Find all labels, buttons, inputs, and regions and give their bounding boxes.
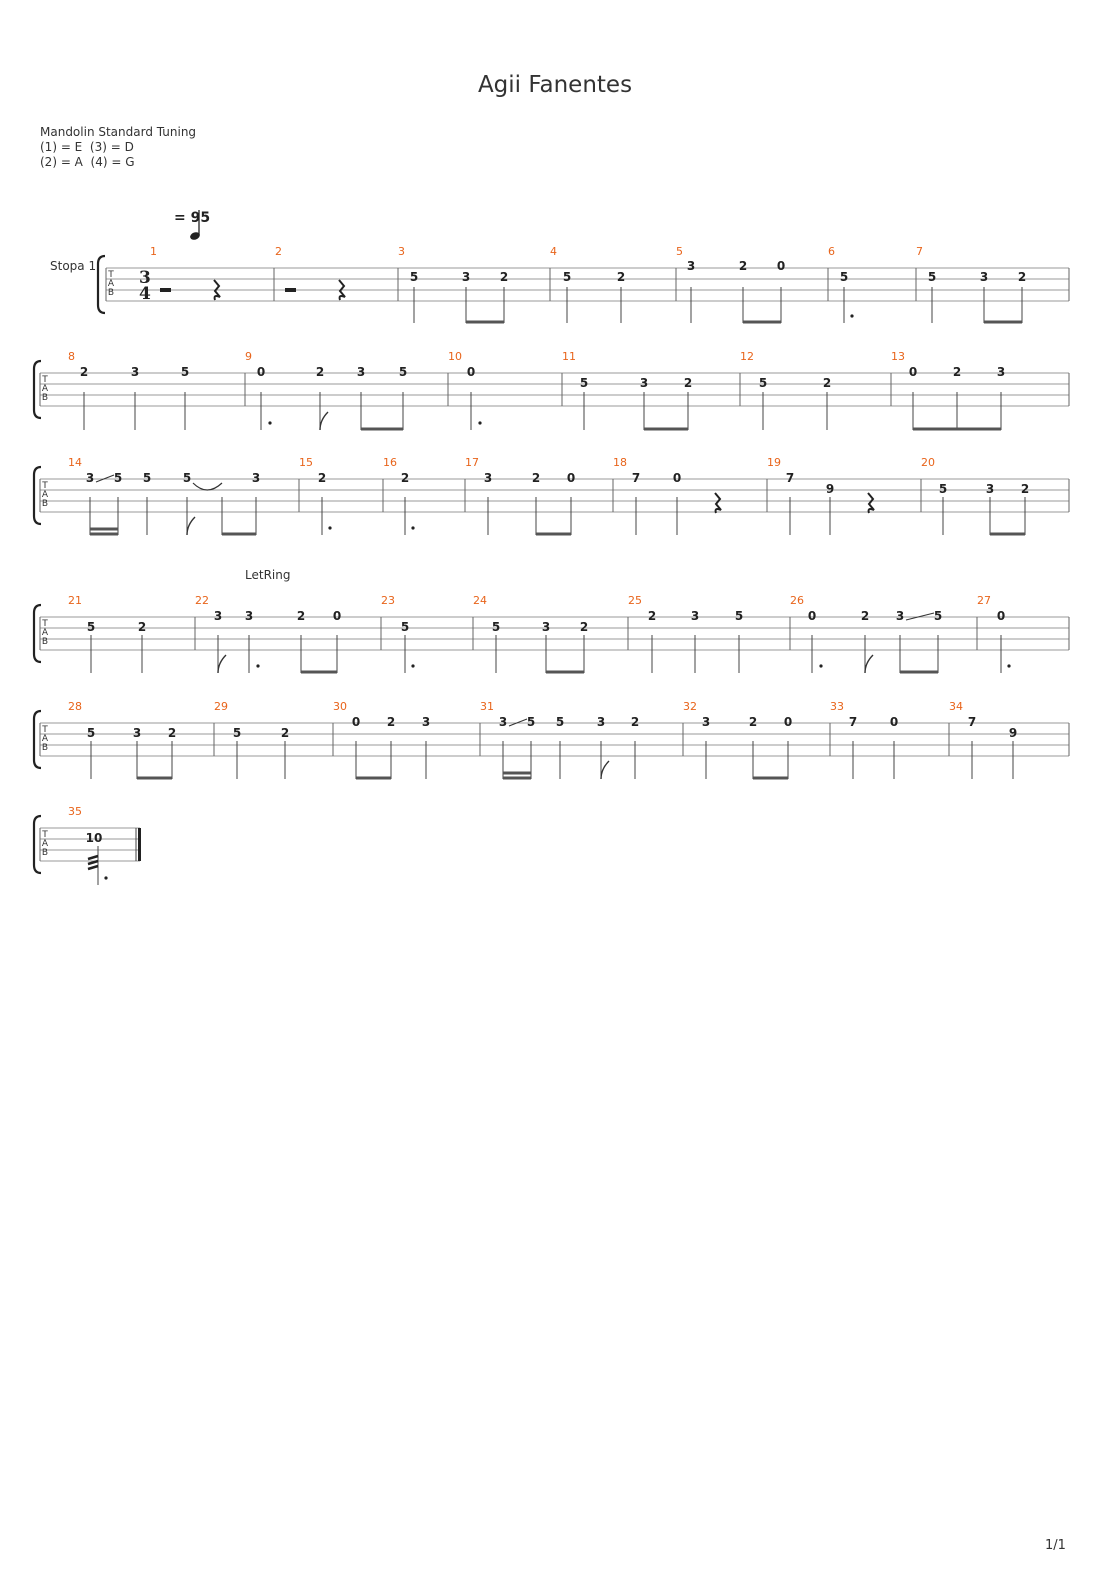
fret-number: 3 — [985, 482, 995, 496]
fret-number: 3 — [701, 715, 711, 729]
dot — [411, 664, 414, 667]
fret-number: 3 — [356, 365, 366, 379]
fret-number: 0 — [256, 365, 266, 379]
note-beam — [984, 321, 1022, 324]
fret-number: 3 — [85, 471, 95, 485]
fret-number: 2 — [499, 270, 509, 284]
measure-number: 26 — [790, 594, 804, 607]
fret-number: 5 — [555, 715, 565, 729]
measure-number: 30 — [333, 700, 347, 713]
fret-number: 5 — [113, 471, 123, 485]
tab-clef-letter: B — [41, 499, 49, 509]
dot — [328, 526, 331, 529]
dot — [1007, 664, 1010, 667]
note-beam — [137, 777, 172, 780]
fret-number: 0 — [332, 609, 342, 623]
note-beam — [90, 528, 118, 531]
note-flag — [218, 655, 226, 673]
note-beam — [990, 533, 1025, 536]
tab-clef-letter: A — [41, 490, 49, 500]
measure-number: 24 — [473, 594, 487, 607]
note-beam — [222, 533, 256, 536]
measure-number: 33 — [830, 700, 844, 713]
measure-number: 25 — [628, 594, 642, 607]
fret-number: 2 — [738, 259, 748, 273]
fret-number: 3 — [996, 365, 1006, 379]
half-rest — [160, 288, 171, 292]
fret-number: 3 — [541, 620, 551, 634]
fret-number: 2 — [822, 376, 832, 390]
fret-number: 3 — [596, 715, 606, 729]
fret-number: 3 — [244, 609, 254, 623]
fret-number: 2 — [137, 620, 147, 634]
fret-number: 5 — [933, 609, 943, 623]
tuning-line-2: (2) = A (4) = G — [40, 155, 135, 169]
track-name: Stopa 1 — [50, 259, 97, 273]
note-beam — [546, 671, 584, 674]
fret-number: 2 — [280, 726, 290, 740]
note-flag — [320, 412, 328, 430]
tab-clef-letter: T — [42, 830, 48, 840]
tuning-name: Mandolin Standard Tuning — [40, 125, 197, 139]
fret-number: 5 — [579, 376, 589, 390]
fret-number: 5 — [526, 715, 536, 729]
note-flag — [187, 517, 195, 535]
fret-number: 5 — [400, 620, 410, 634]
measure-number: 7 — [916, 245, 923, 258]
fret-number: 2 — [860, 609, 870, 623]
measure-number: 31 — [480, 700, 494, 713]
fret-number: 5 — [758, 376, 768, 390]
fret-number: 0 — [776, 259, 786, 273]
fret-number: 0 — [672, 471, 682, 485]
tab-clef-letter: A — [41, 734, 49, 744]
measure-number: 28 — [68, 700, 82, 713]
fret-number: 2 — [1017, 270, 1027, 284]
fret-number: 9 — [825, 482, 835, 496]
quarter-rest — [868, 493, 874, 513]
note-beam — [957, 428, 1001, 431]
tie-arc — [193, 483, 222, 490]
fret-number: 0 — [889, 715, 899, 729]
note-beam — [301, 671, 337, 674]
note-beam — [466, 321, 504, 324]
measure-number: 9 — [245, 350, 252, 363]
tab-clef-letter: A — [41, 628, 49, 638]
tab-clef-letter: B — [41, 848, 49, 858]
fret-number: 2 — [579, 620, 589, 634]
dot — [411, 526, 414, 529]
note-beam — [900, 671, 938, 674]
fret-number: 5 — [180, 365, 190, 379]
score-title: Agii Fanentes — [477, 72, 633, 98]
measure-number: 5 — [676, 245, 683, 258]
note-beam — [90, 533, 118, 536]
fret-number: 0 — [351, 715, 361, 729]
tab-clef-letter: A — [41, 384, 49, 394]
measure-number: 32 — [683, 700, 697, 713]
system-bracket — [98, 256, 105, 313]
measure-number: 2 — [275, 245, 282, 258]
fret-number: 2 — [1020, 482, 1030, 496]
fret-number: 3 — [421, 715, 431, 729]
fret-number: 2 — [400, 471, 410, 485]
fret-number: 7 — [631, 471, 641, 485]
dot — [104, 876, 107, 879]
tab-clef-letter: T — [42, 481, 48, 491]
measure-number: 27 — [977, 594, 991, 607]
fret-number: 5 — [232, 726, 242, 740]
fret-number: 2 — [952, 365, 962, 379]
tab-clef-letter: B — [41, 637, 49, 647]
page-number: 1/1 — [1045, 1538, 1066, 1553]
measure-number: 14 — [68, 456, 82, 469]
tab-clef-letter: T — [108, 270, 114, 280]
note-beam — [644, 428, 688, 431]
fret-number: 0 — [996, 609, 1006, 623]
note-beam — [743, 321, 781, 324]
measure-number: 29 — [214, 700, 228, 713]
measure-number: 19 — [767, 456, 781, 469]
tab-clef-letter: T — [42, 375, 48, 385]
fret-number: 5 — [839, 270, 849, 284]
fret-number: 3 — [979, 270, 989, 284]
measure-number: 22 — [195, 594, 209, 607]
fret-number: 0 — [908, 365, 918, 379]
measure-number: 34 — [949, 700, 963, 713]
note-flag — [865, 655, 873, 673]
note-beam — [356, 777, 391, 780]
measure-number: 6 — [828, 245, 835, 258]
fret-number: 7 — [967, 715, 977, 729]
fret-number: 0 — [566, 471, 576, 485]
dot — [819, 664, 822, 667]
fret-number: 3 — [895, 609, 905, 623]
fret-number: 3 — [251, 471, 261, 485]
note-beam — [361, 428, 403, 431]
fret-number: 2 — [647, 609, 657, 623]
measure-number: 10 — [448, 350, 462, 363]
fret-number: 3 — [461, 270, 471, 284]
fret-number: 3 — [686, 259, 696, 273]
fret-number: 3 — [130, 365, 140, 379]
fret-number: 5 — [142, 471, 152, 485]
measure-number: 35 — [68, 805, 82, 818]
measure-number: 16 — [383, 456, 397, 469]
fret-number: 2 — [386, 715, 396, 729]
time-sig-bottom: 4 — [139, 284, 151, 304]
tab-clef-letter: A — [41, 839, 49, 849]
measure-number: 3 — [398, 245, 405, 258]
measure-number: 21 — [68, 594, 82, 607]
fret-number: 3 — [690, 609, 700, 623]
fret-number: 2 — [630, 715, 640, 729]
fret-number: 3 — [483, 471, 493, 485]
fret-number: 2 — [167, 726, 177, 740]
fret-number: 3 — [498, 715, 508, 729]
fret-number: 5 — [86, 620, 96, 634]
fret-number: 0 — [466, 365, 476, 379]
tremolo-stroke — [88, 866, 98, 869]
fret-number: 3 — [213, 609, 223, 623]
dot — [256, 664, 259, 667]
measure-number: 17 — [465, 456, 479, 469]
time-sig-top: 3 — [139, 268, 151, 288]
fret-number: 5 — [562, 270, 572, 284]
tab-clef-letter: A — [107, 279, 115, 289]
fret-number: 5 — [398, 365, 408, 379]
fret-number: 10 — [85, 831, 103, 845]
note-beam — [503, 772, 531, 775]
note-flag — [601, 761, 609, 779]
half-rest — [285, 288, 296, 292]
fret-number: 5 — [409, 270, 419, 284]
fret-number: 9 — [1008, 726, 1018, 740]
note-beam — [753, 777, 788, 780]
tempo-value: = 95 — [174, 210, 211, 226]
fret-number: 2 — [317, 471, 327, 485]
fret-number: 3 — [132, 726, 142, 740]
measure-number: 18 — [613, 456, 627, 469]
fret-number: 0 — [807, 609, 817, 623]
tuning-line-1: (1) = E (3) = D — [40, 140, 134, 154]
note-beam — [913, 428, 957, 431]
note-beam — [503, 777, 531, 780]
fret-number: 2 — [748, 715, 758, 729]
measure-number: 23 — [381, 594, 395, 607]
fret-number: 2 — [296, 609, 306, 623]
fret-number: 5 — [938, 482, 948, 496]
fret-number: 2 — [79, 365, 89, 379]
measure-number: 12 — [740, 350, 754, 363]
dot — [478, 421, 481, 424]
fret-number: 5 — [86, 726, 96, 740]
note-beam — [536, 533, 571, 536]
dot — [850, 314, 853, 317]
tab-clef-letter: B — [41, 743, 49, 753]
tab-clef-letter: T — [42, 619, 48, 629]
fret-number: 2 — [616, 270, 626, 284]
tab-clef-letter: B — [107, 288, 115, 298]
fret-number: 5 — [182, 471, 192, 485]
final-barline-thick — [138, 828, 141, 861]
fret-number: 3 — [639, 376, 649, 390]
dot — [268, 421, 271, 424]
tab-clef-letter: T — [42, 725, 48, 735]
measure-number: 4 — [550, 245, 557, 258]
measure-number: 11 — [562, 350, 576, 363]
measure-number: 8 — [68, 350, 75, 363]
measure-number: 13 — [891, 350, 905, 363]
fret-number: 7 — [848, 715, 858, 729]
measure-number: 20 — [921, 456, 935, 469]
fret-number: 5 — [734, 609, 744, 623]
measure-number: 15 — [299, 456, 313, 469]
fret-number: 2 — [315, 365, 325, 379]
tremolo-stroke — [88, 856, 98, 859]
fret-number: 2 — [683, 376, 693, 390]
fret-number: 5 — [491, 620, 501, 634]
fret-number: 0 — [783, 715, 793, 729]
fret-number: 5 — [927, 270, 937, 284]
tab-clef-letter: B — [41, 393, 49, 403]
quarter-rest — [715, 493, 721, 513]
measure-number: 1 — [150, 245, 157, 258]
let-ring-label: LetRing — [245, 568, 291, 582]
fret-number: 7 — [785, 471, 795, 485]
fret-number: 2 — [531, 471, 541, 485]
